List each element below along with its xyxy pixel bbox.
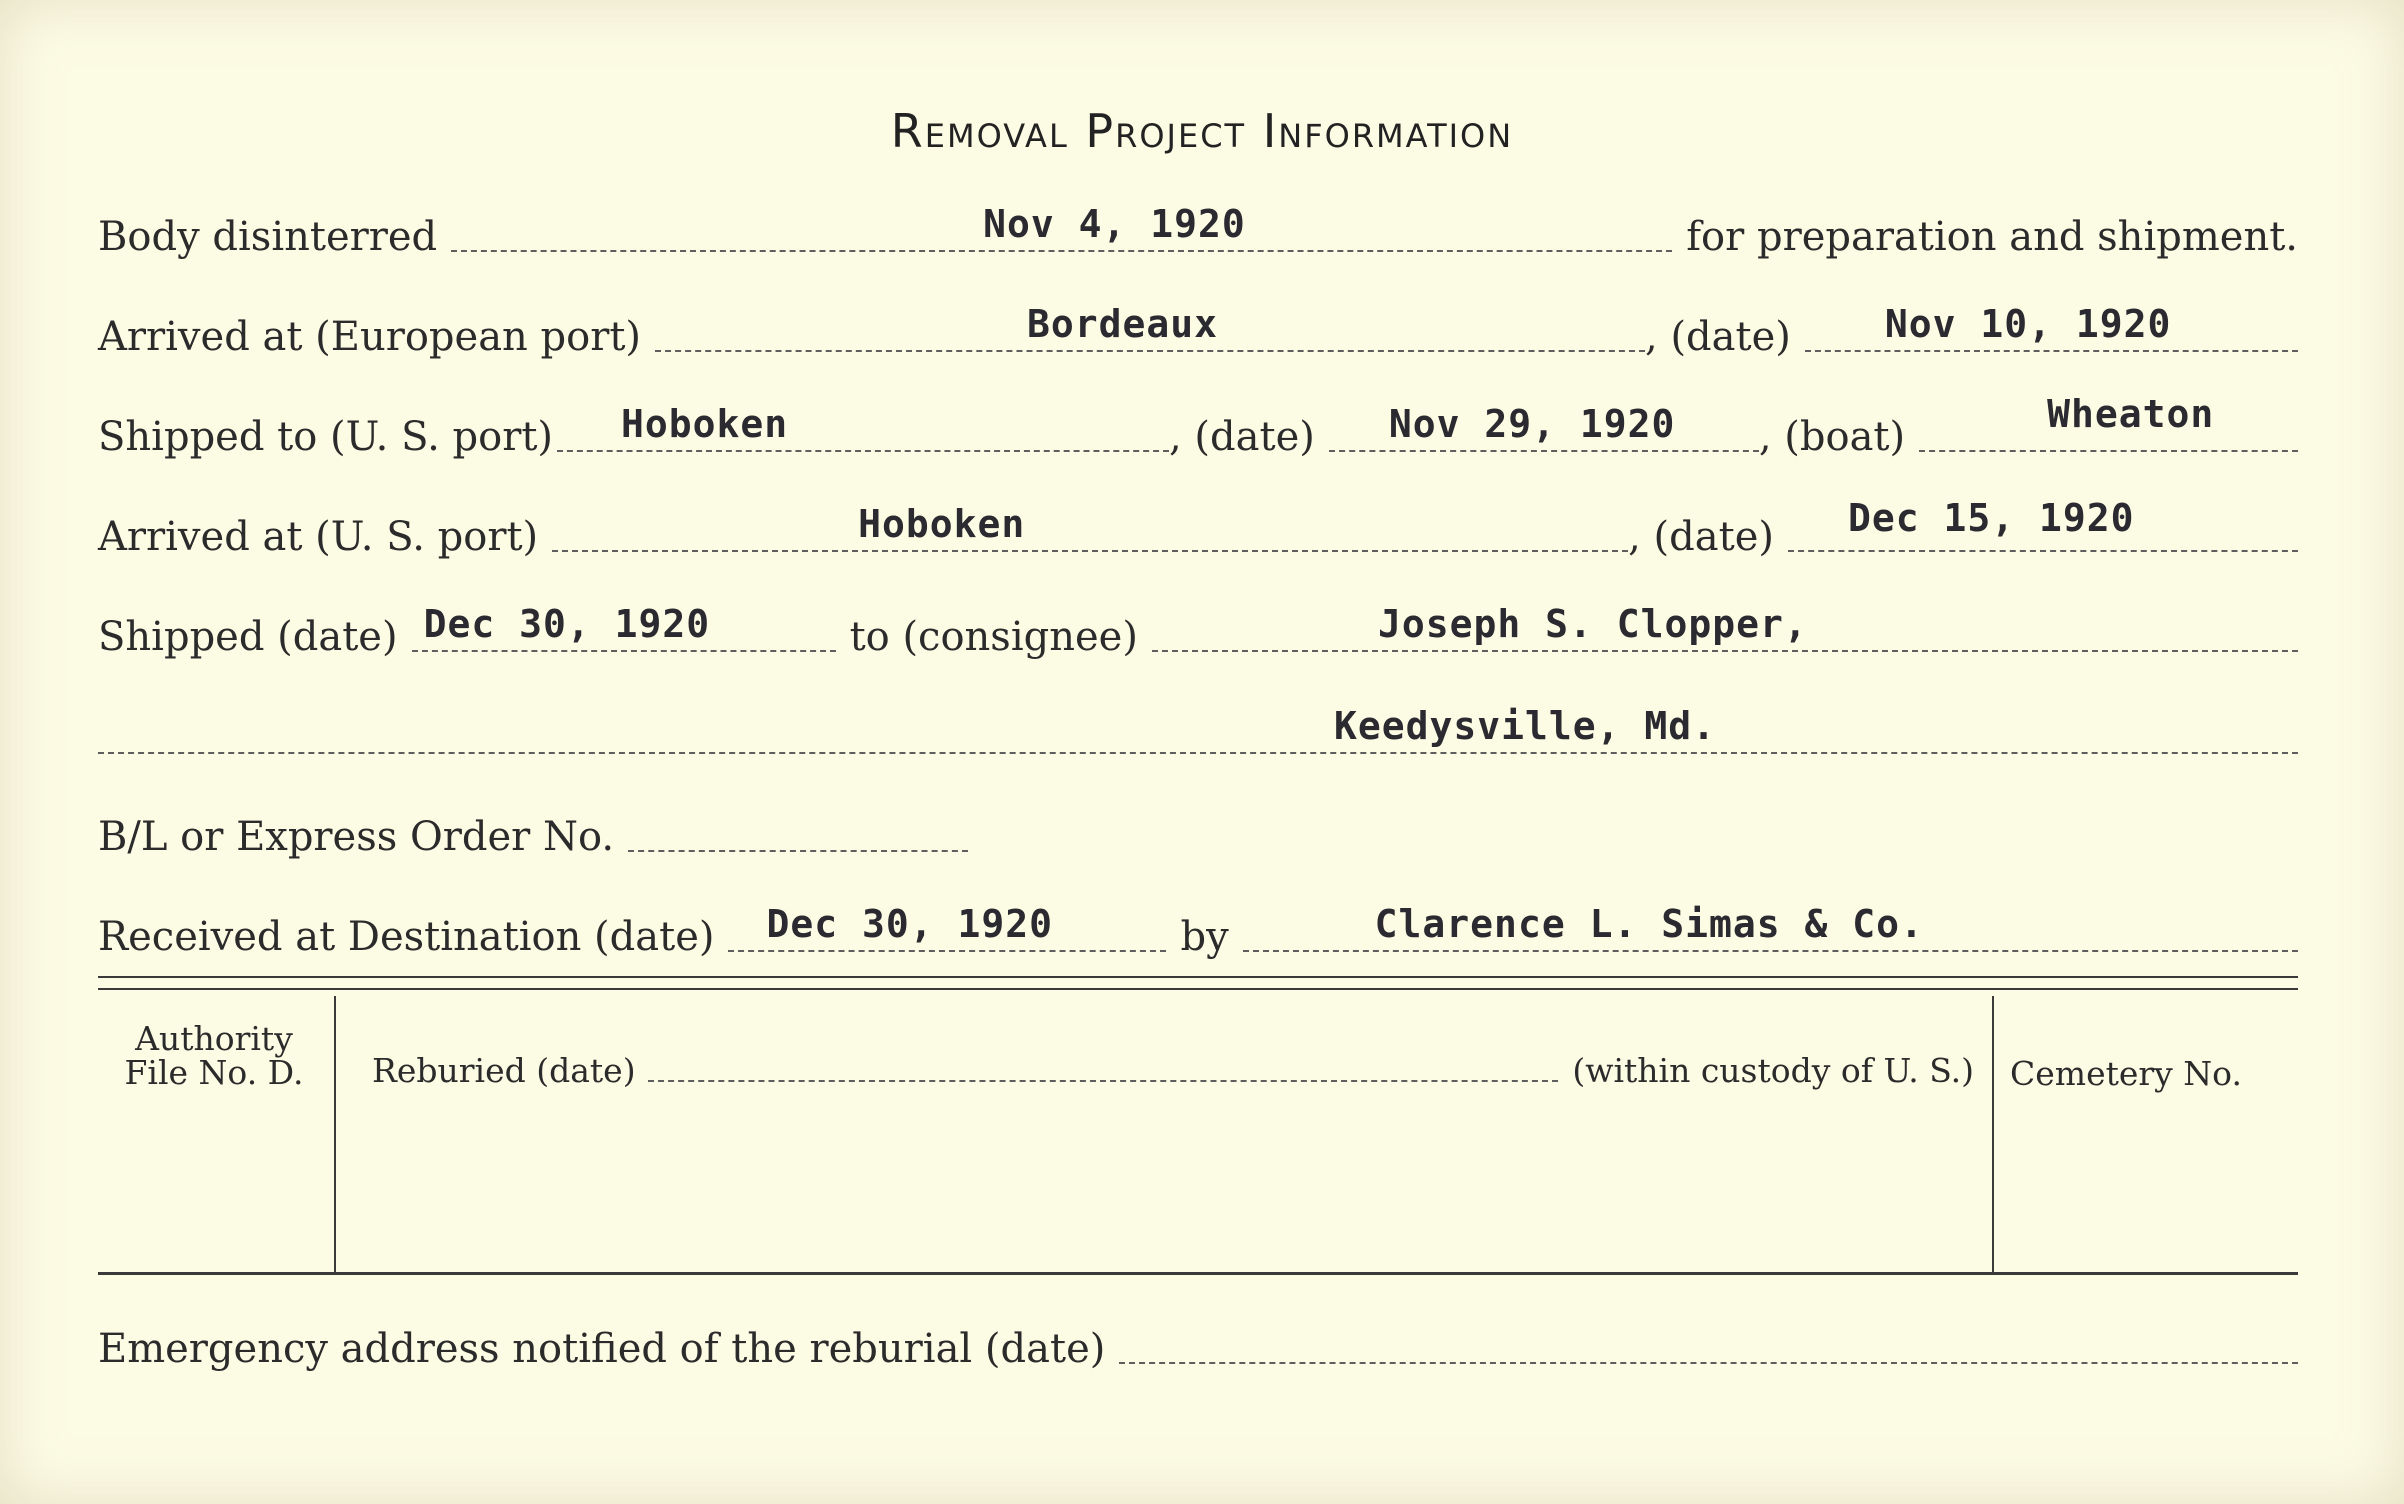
consignee-line2-field (98, 702, 2298, 754)
card-title: Removal Project Information (890, 104, 1514, 158)
authority-file-label (100, 1019, 328, 1092)
reburied-field (648, 1050, 1559, 1082)
shipped-us-boat-value: Wheaton (2047, 392, 2215, 436)
european-port-date-label: , (date) (1645, 314, 1791, 360)
row-european-port (98, 302, 2298, 366)
shipped-us-boat-field (1919, 392, 2298, 452)
row-disinterred (98, 202, 2298, 266)
row-arrived-us (98, 496, 2298, 566)
arrived-us-field (552, 500, 1628, 552)
disinterred-field (451, 200, 1672, 252)
box-top-rule (98, 976, 2298, 978)
cemetery-label: Cemetery No. (2010, 1054, 2242, 1093)
box-divider-right (1992, 996, 1994, 1272)
disinterred-value: Nov 4, 1920 (983, 202, 1246, 246)
consignee-field (1152, 600, 2298, 652)
row-consignee-line2 (98, 704, 2298, 768)
shipped-us-value: Hoboken (621, 402, 789, 446)
received-date-field (728, 900, 1166, 952)
bl-field (628, 800, 968, 852)
box-divider-left (334, 996, 336, 1272)
shipped-us-date-label: , (date) (1169, 414, 1315, 460)
emergency-field (1119, 1312, 2298, 1364)
box-bottom-rule (98, 1272, 2298, 1275)
consignee-value: Joseph S. Clopper, (1377, 602, 1808, 646)
row-bl (98, 806, 968, 866)
arrived-us-value: Hoboken (858, 502, 1026, 546)
arrived-us-label: Arrived at (U. S. port) (98, 514, 539, 560)
received-date-value: Dec 30, 1920 (766, 902, 1054, 946)
shipped-date-value: Dec 30, 1920 (423, 602, 711, 646)
shipped-us-label: Shipped to (U. S. port) (98, 414, 553, 460)
received-by-field (1243, 900, 2298, 952)
european-port-label: Arrived at (European port) (98, 314, 642, 360)
row-shipped-us (98, 392, 2298, 466)
european-port-value: Bordeaux (1027, 302, 1219, 346)
received-by-value: Clarence L. Simas & Co. (1374, 902, 1924, 946)
custody-label: (within custody of U. S.) (1572, 1051, 1974, 1090)
european-port-date-field (1805, 300, 2298, 352)
received-by-label: by (1180, 914, 1229, 960)
shipped-us-date-field (1329, 400, 1759, 452)
reburied-label: Reburied (date) (372, 1051, 636, 1090)
shipped-date-field (412, 600, 836, 652)
received-label: Received at Destination (date) (98, 914, 715, 960)
arrived-us-date-label: , (date) (1628, 514, 1774, 560)
authority-line1: Authority (135, 1019, 293, 1058)
row-shipped (98, 602, 2298, 666)
european-port-date-value: Nov 10, 1920 (1884, 302, 2172, 346)
arrived-us-date-value: Dec 15, 1920 (1847, 496, 2135, 540)
reburied-row (372, 1050, 1974, 1090)
shipped-label: Shipped (date) (98, 614, 398, 660)
emergency-label: Emergency address notified of the reburial (date) (98, 1326, 1106, 1372)
consignee-label: to (consignee) (849, 614, 1138, 660)
bl-label: B/L or Express Order No. (98, 814, 615, 860)
shipped-us-field (557, 400, 1169, 452)
arrived-us-date-field (1788, 496, 2298, 552)
row-emergency (98, 1318, 2298, 1378)
disinterred-suffix: for preparation and shipment. (1686, 214, 2298, 260)
european-port-field (655, 300, 1645, 352)
box-top-rule-inner (98, 988, 2298, 990)
authority-line2: File No. D. (124, 1053, 304, 1092)
consignee-line2-value: Keedysville, Md. (1334, 704, 1717, 748)
shipped-us-boat-label: , (boat) (1758, 414, 1906, 460)
disinterred-label: Body disinterred (98, 214, 438, 260)
shipped-us-date-value: Nov 29, 1920 (1388, 402, 1676, 446)
row-received (98, 902, 2298, 966)
